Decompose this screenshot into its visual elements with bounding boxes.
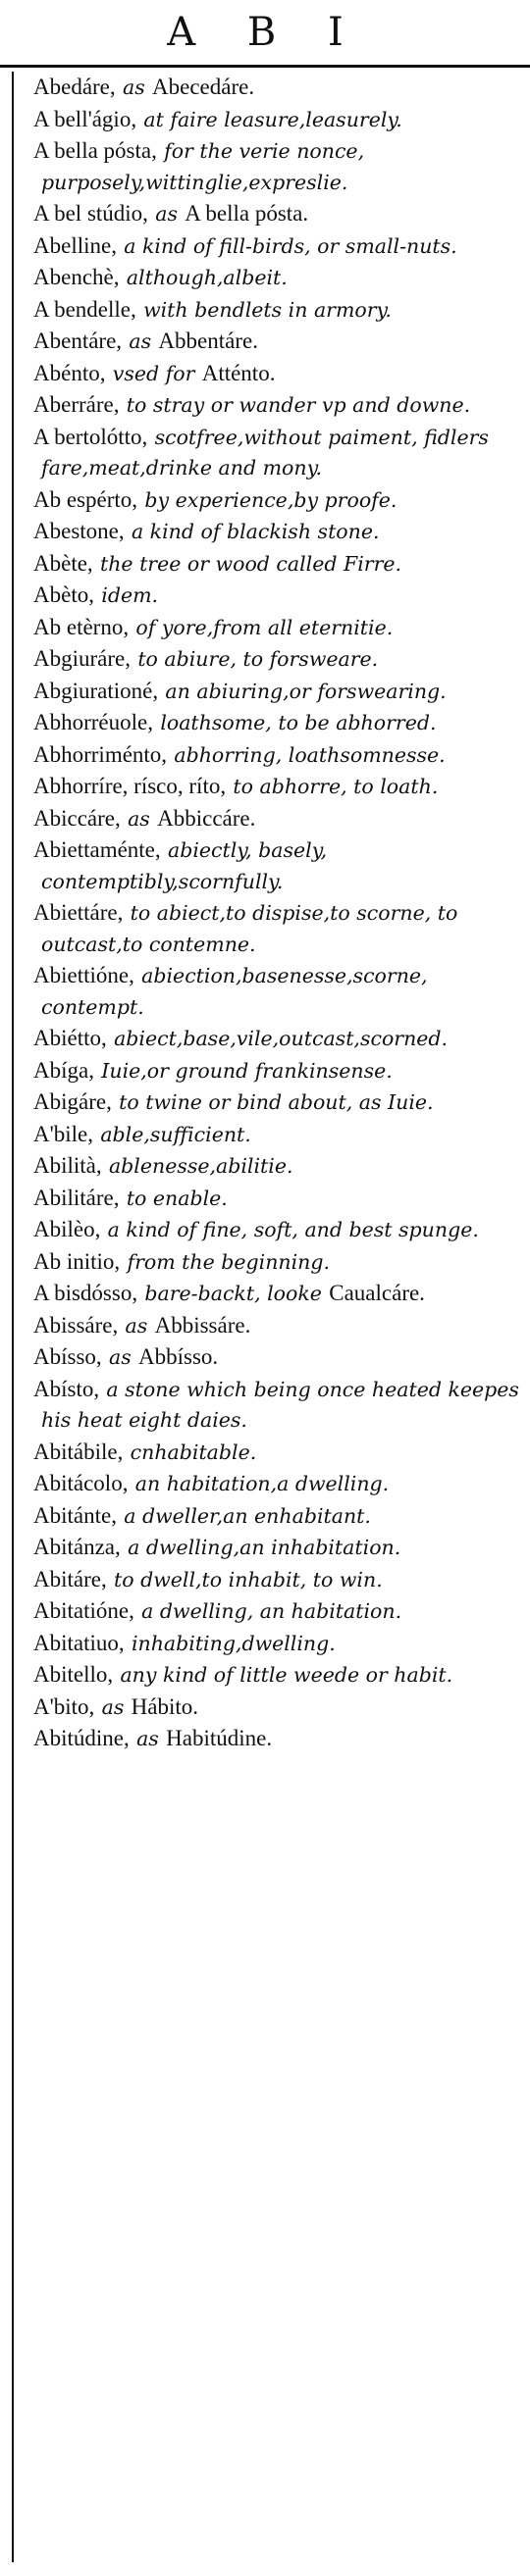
- entry-headword: Abedáre,: [33, 75, 116, 99]
- entry-cross-reference: Abbissáre.: [154, 1312, 251, 1338]
- entry-headword: Abgiuráre,: [33, 646, 131, 671]
- entry-gloss: a kind of fill-birds, or small-nuts.: [124, 233, 457, 258]
- entry-gloss: inhabiting,dwelling.: [131, 1631, 336, 1655]
- entry-gloss: to abhorre, to loath.: [233, 775, 439, 798]
- entry-headword: Abitábile,: [33, 1439, 124, 1464]
- entry-gloss: idem.: [101, 583, 159, 607]
- dictionary-entry: [33, 1659, 520, 1692]
- entry-headword: Abiettióne,: [33, 963, 134, 987]
- entry-headword: Abísso,: [33, 1344, 102, 1369]
- entry-gloss: the tree or wood called Firre.: [99, 551, 402, 576]
- entry-headword: Abitello,: [33, 1662, 114, 1687]
- dictionary-entry: [33, 1628, 520, 1660]
- entry-headword: Aberráre,: [33, 392, 120, 417]
- entry-headword: Abiccáre,: [33, 805, 121, 831]
- entry-cross-reference: Abecedáre.: [152, 75, 255, 99]
- entry-gloss: a dwelling,an inhabitation.: [128, 1536, 401, 1559]
- entry-gloss: a kind of fine, soft, and best spunge.: [107, 1218, 479, 1241]
- entry-gloss: vsed for: [112, 361, 195, 385]
- dictionary-entry: [33, 326, 520, 358]
- entry-headword: Abénto,: [33, 360, 106, 385]
- dictionary-entry: [33, 389, 520, 422]
- entry-headword: Abilitáre,: [33, 1185, 120, 1210]
- entry-gloss: to enable.: [126, 1186, 228, 1210]
- entry-headword: Ab initio,: [33, 1248, 121, 1274]
- dictionary-entry: [33, 1150, 520, 1183]
- dictionary-entry: [33, 1119, 520, 1151]
- dictionary-entry: [33, 643, 520, 676]
- entry-headword: A'bito,: [33, 1693, 95, 1719]
- entry-gloss: ablenesse,abilitie.: [108, 1154, 293, 1178]
- entry-cross-reference: Caualcáre.: [329, 1281, 425, 1305]
- entry-headword: A'bile,: [33, 1121, 93, 1146]
- dictionary-entry: [33, 612, 520, 644]
- entry-gloss: a kind of blackish stone.: [131, 520, 380, 543]
- entry-headword: Abelline,: [33, 232, 117, 258]
- entry-gloss: as: [155, 202, 178, 226]
- entry-headword: Abentáre,: [33, 328, 123, 353]
- entry-headword: A bel stúdio,: [33, 201, 148, 226]
- entry-gloss: at faire leasure,leasurely.: [143, 107, 402, 131]
- entry-headword: Ab espérto,: [33, 486, 138, 512]
- entry-headword: Abèto,: [33, 582, 94, 607]
- entry-headword: A bertolótto,: [33, 424, 148, 449]
- entry-gloss: a stone which being once heated keepes his heat eight daies.: [41, 1377, 519, 1432]
- entry-headword: Abenchè,: [33, 265, 120, 289]
- entry-gloss: scotfree,without paiment, fidlers fare,meat,drinke and mony.: [41, 425, 489, 480]
- entry-gloss: as: [101, 1694, 125, 1719]
- entry-headword: Abitatióne,: [33, 1598, 134, 1623]
- entry-gloss: Iuie,or ground frankinsense.: [101, 1058, 393, 1083]
- entry-gloss: as: [128, 806, 150, 831]
- dictionary-entry: [33, 834, 520, 897]
- entry-gloss: to abiure, to forsweare.: [137, 647, 379, 671]
- entry-gloss: as: [122, 76, 145, 99]
- entry-cross-reference: Atténto.: [201, 360, 276, 385]
- dictionary-entry: [33, 230, 520, 263]
- dictionary-entry: [33, 548, 520, 581]
- entry-headword: A bisdósso,: [33, 1281, 138, 1305]
- dictionary-entry: [33, 1246, 520, 1279]
- entry-headword: Abitatiuo,: [33, 1630, 125, 1655]
- entry-cross-reference: Hábito.: [131, 1693, 199, 1719]
- entry-headword: Abitánte,: [33, 1502, 117, 1528]
- entry-headword: Abhorréuole,: [33, 710, 153, 734]
- entry-cross-reference: Abbiccáre.: [157, 805, 256, 831]
- dictionary-entry: [33, 1341, 520, 1374]
- heading-rule: [0, 65, 530, 68]
- entry-gloss: abiect,base,vile,outcast,scorned.: [114, 1027, 449, 1050]
- entry-gloss: a dwelling, an habitation.: [141, 1599, 402, 1623]
- dictionary-entry: [33, 1500, 520, 1533]
- entry-gloss: as: [108, 1345, 132, 1369]
- dictionary-entry: [33, 803, 520, 835]
- entry-cross-reference: A bella pósta.: [185, 201, 309, 226]
- dictionary-entry: [33, 1086, 520, 1119]
- entry-gloss: from the beginning.: [127, 1249, 330, 1274]
- dictionary-entry: [33, 1468, 520, 1500]
- entry-gloss: any kind of little weede or habit.: [120, 1663, 453, 1687]
- dictionary-entry: [33, 1723, 520, 1755]
- entry-headword: Abitácolo,: [33, 1471, 129, 1495]
- dictionary-entry: [33, 1564, 520, 1596]
- dictionary-entry: [33, 135, 520, 198]
- dictionary-entry: [33, 516, 520, 548]
- entry-headword: Abète,: [33, 550, 93, 576]
- entry-gloss: for the verie nonce, purposely,wittinglie,expreslie.: [41, 139, 365, 194]
- entry-gloss: although,albeit.: [126, 266, 288, 289]
- entry-gloss: an habitation,a dwelling.: [134, 1472, 390, 1495]
- entry-headword: Abitánza,: [33, 1535, 121, 1559]
- dictionary-entry: [33, 1055, 520, 1087]
- dictionary-entry: [33, 198, 520, 230]
- entry-gloss: to dwell,to inhabit, to win.: [114, 1567, 383, 1591]
- dictionary-entry: [33, 72, 520, 104]
- dictionary-entry: [33, 1692, 520, 1724]
- entry-headword: Abitáre,: [33, 1566, 107, 1591]
- entry-gloss: a dweller,an enhabitant.: [124, 1503, 371, 1528]
- entry-headword: Abhorriménto,: [33, 741, 168, 767]
- entry-gloss: loathsome, to be abhorred.: [160, 711, 437, 734]
- dictionary-entry: [33, 358, 520, 390]
- dictionary-entry: [33, 294, 520, 327]
- dictionary-entry: [33, 104, 520, 136]
- dictionary-entry: [33, 1437, 520, 1469]
- dictionary-entry: [33, 676, 520, 708]
- dictionary-entry: [33, 262, 520, 294]
- dictionary-entry: [33, 1183, 520, 1215]
- entry-cross-reference: Habitúdine.: [166, 1726, 273, 1750]
- entry-headword: A bendelle,: [33, 296, 136, 322]
- dictionary-entry: [33, 422, 520, 484]
- entry-gloss: abiectly, basely, contemptibly,scornfully.: [41, 838, 328, 893]
- dictionary-entry: [33, 484, 520, 517]
- entry-headword: Abiettaménte,: [33, 837, 161, 862]
- entry-gloss: as: [136, 1727, 159, 1750]
- dictionary-entry: [33, 771, 520, 803]
- dictionary-entry: [33, 1595, 520, 1628]
- dictionary-entry: [33, 707, 520, 739]
- entry-gloss: abiection,basenesse,scorne, contempt.: [41, 964, 428, 1019]
- entry-gloss: able,sufficient.: [100, 1122, 251, 1146]
- entry-gloss: an abiuring,or forswearing.: [165, 679, 447, 703]
- dictionary-entry: [33, 897, 520, 960]
- entry-headword: Abestone,: [33, 519, 125, 543]
- dictionary-entry: [33, 580, 520, 612]
- entry-headword: A bella pósta,: [33, 138, 157, 163]
- dictionary-entry: [33, 1214, 520, 1246]
- dictionary-entry: [33, 1374, 520, 1437]
- entry-gloss: as: [125, 1313, 148, 1338]
- entry-headword: A bell'ágio,: [33, 106, 137, 131]
- entry-gloss: bare-backt, looke: [144, 1282, 322, 1305]
- entry-gloss: of yore,from all eternitie.: [135, 615, 394, 639]
- entry-cross-reference: Abbísso.: [138, 1344, 219, 1369]
- entry-gloss: as: [129, 329, 152, 353]
- entry-gloss: cnhabitable.: [130, 1440, 257, 1464]
- dictionary-entries: [12, 72, 530, 2562]
- entry-gloss: to abiect,to dispise,to scorne, to outcast,to contemne.: [41, 901, 458, 956]
- entry-headword: Abigáre,: [33, 1089, 112, 1114]
- entry-headword: Abhorríre, rísco, ríto,: [33, 774, 227, 798]
- entry-headword: Abísto,: [33, 1376, 100, 1401]
- entry-gloss: to stray or wander vp and downe.: [126, 393, 471, 417]
- entry-gloss: by experience,by proofe.: [144, 487, 398, 512]
- entry-headword: Ab etèrno,: [33, 614, 130, 639]
- entry-headword: Abissáre,: [33, 1312, 119, 1338]
- entry-headword: Abgiurationé,: [33, 678, 159, 703]
- dictionary-entry: [33, 1278, 520, 1310]
- dictionary-entry: [33, 1310, 520, 1342]
- entry-cross-reference: Abbentáre.: [158, 328, 258, 353]
- dictionary-entry: [33, 1532, 520, 1564]
- entry-headword: Abilèo,: [33, 1217, 101, 1241]
- entry-gloss: to twine or bind about, as Iuie.: [119, 1090, 434, 1114]
- dictionary-entry: [33, 739, 520, 772]
- dictionary-entry: [33, 960, 520, 1023]
- entry-gloss: with bendlets in armory.: [143, 297, 392, 322]
- page-heading: A B I: [167, 10, 363, 55]
- entry-gloss: abhorring, loathsomnesse.: [174, 742, 446, 767]
- dictionary-entry: [33, 1023, 520, 1055]
- entry-headword: Abilità,: [33, 1153, 102, 1178]
- entry-headword: Abíga,: [33, 1057, 94, 1083]
- entry-headword: Abitúdine,: [33, 1726, 130, 1750]
- entry-headword: Abiettáre,: [33, 900, 124, 925]
- entry-headword: Abiétto,: [33, 1026, 107, 1050]
